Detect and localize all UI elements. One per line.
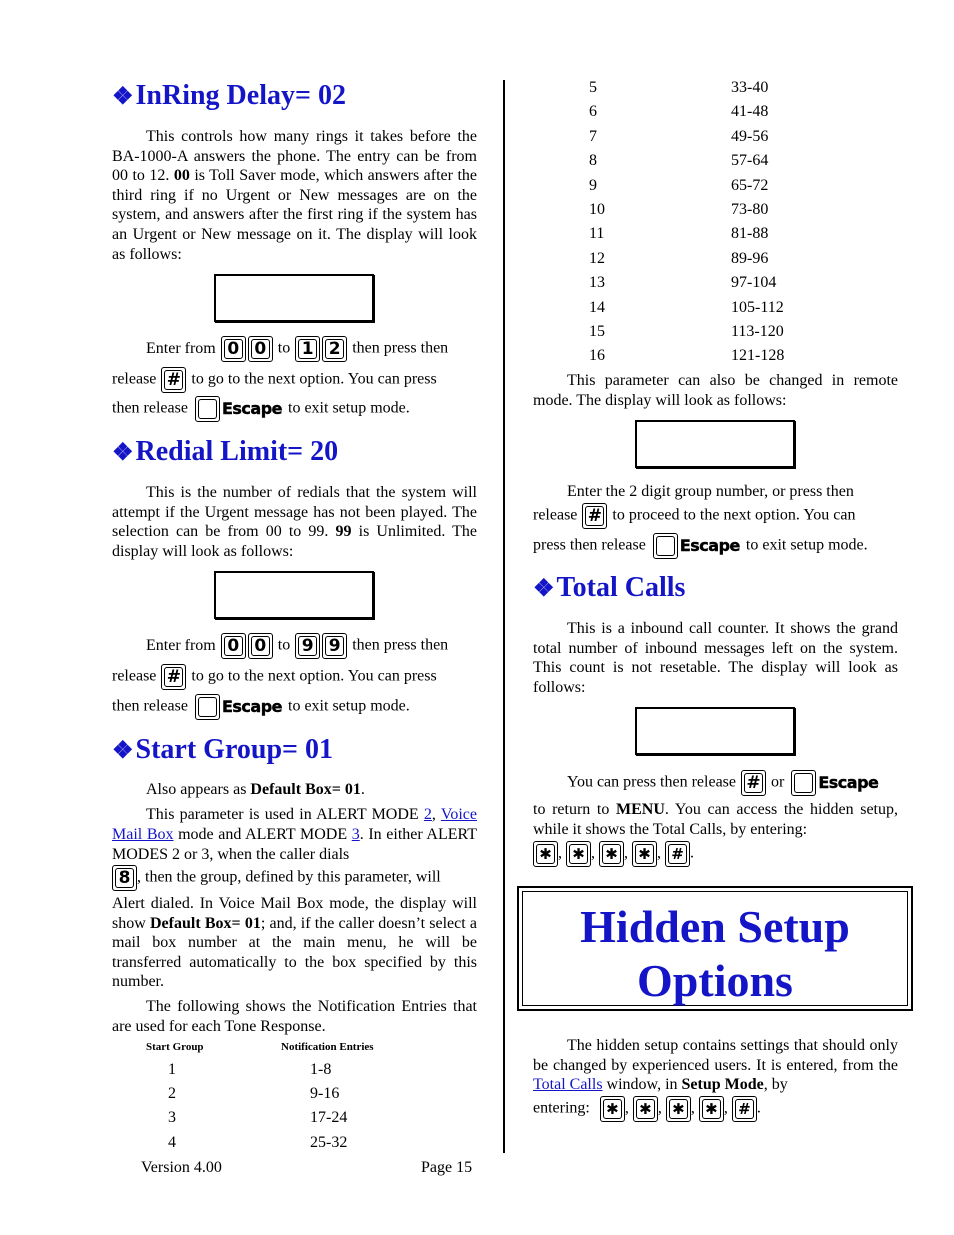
inring-display-box [214, 274, 374, 322]
redial-heading [112, 436, 338, 469]
key-2-icon: 2 [322, 336, 347, 362]
star-key-icon: ✱ [632, 841, 657, 867]
key-9-icon: 9 [295, 633, 320, 659]
entries-cell: 57-64 [731, 152, 769, 170]
inring-bold: 00 [173, 167, 190, 185]
proceed-line [533, 503, 855, 529]
redial-display-box [214, 571, 374, 619]
entering-label: entering: [533, 1099, 590, 1117]
p1-text-b: , [431, 806, 441, 823]
hidden-text-a: The hidden setup contains settings that should only be changed by experienced users. It is entered, from the [533, 1037, 898, 1074]
entries-cell: 121-128 [731, 347, 785, 365]
entries-cell: 105-112 [731, 298, 784, 316]
key-8-icon: 8 [112, 865, 137, 891]
entries-cell: 49-56 [731, 127, 769, 145]
star-key-icon: ✱ [699, 1096, 724, 1122]
p1-text-e: , then the group, defined by this parameter, will [137, 868, 441, 886]
inring-text-a: This controls how many rings it takes before the BA-1000-A answers the phone. The entry can be from 00 to 12. [112, 128, 477, 185]
star-key-icon: ✱ [600, 1096, 625, 1122]
also-bold: Default Box= 01 [250, 781, 361, 798]
setup-mode-bold: Setup Mode [681, 1076, 764, 1094]
diamond-icon: ❖ [112, 738, 134, 764]
p1-text-d: . In either ALERT MODES 2 or 3, when the caller dials [112, 826, 477, 863]
hidden-text-b: window, in [602, 1076, 682, 1094]
col-start-group-header: Start Group [146, 1041, 204, 1053]
or-label: or [771, 773, 785, 791]
star-key-icon: ✱ [633, 1096, 658, 1122]
proceed-label: to proceed to the next option. You can [612, 506, 856, 524]
inring-heading [112, 80, 346, 113]
hidden-text-c: , by [763, 1076, 788, 1094]
star-key-icon: ✱ [599, 841, 624, 867]
p1-text-a: This parameter is used in ALERT MODE [146, 806, 424, 823]
enter-from-label: Enter from [146, 339, 216, 357]
menu-bold: MENU [616, 801, 665, 818]
redial-enter-line [112, 633, 477, 659]
redial-bold: 99 [335, 523, 352, 541]
key-8-line [112, 865, 441, 891]
escape-key-icon: Escape [194, 396, 282, 422]
total-calls-title: Total Calls [556, 572, 686, 603]
also-text: Also appears as [146, 781, 251, 798]
group-cell: 3 [168, 1109, 176, 1126]
redial-release-line [112, 664, 437, 690]
hidden-setup-para [533, 1036, 898, 1095]
remote-para: This parameter can also be changed in remote mode. The display will look as follows: [533, 372, 898, 409]
group-cell: 5 [589, 79, 597, 96]
entries-cell: 9-16 [310, 1085, 340, 1102]
column-divider [503, 80, 505, 1153]
escape-key-icon: Escape [652, 533, 740, 559]
hidden-sequence: entering: ✱ , ✱ , ✱ , ✱ , # . [533, 1096, 761, 1122]
star-key-icon: ✱ [566, 841, 591, 867]
diamond-icon: ❖ [112, 440, 134, 466]
exit-label: to exit setup mode. [288, 399, 410, 417]
escape-key-icon: Escape [194, 694, 282, 720]
redial-escape-line [112, 694, 410, 720]
group-cell: 15 [589, 323, 605, 340]
group-cell: 10 [589, 201, 605, 218]
inring-title: InRing Delay= 02 [135, 80, 346, 111]
entries-cell: 1-8 [310, 1061, 332, 1078]
then-press-label: then press then [352, 339, 449, 357]
then-release-label: then release [112, 399, 188, 417]
entries-cell: 41-48 [731, 103, 769, 121]
group-cell: 14 [589, 298, 605, 316]
group-cell: 7 [589, 127, 597, 145]
key-9-icon: 9 [322, 633, 347, 659]
redial-text-a: This is the number of redials that the system will attempt if the Urgent message has not been played. The selection can be from 00 to 99. [112, 484, 477, 541]
hash-key-icon: # [741, 770, 766, 796]
then-press-label: then press then [352, 636, 449, 654]
start-group-para-2 [112, 894, 477, 992]
footer-version: Version 4.00 [141, 1159, 222, 1176]
to-label: to [277, 636, 291, 654]
inring-text-b: is Toll Saver mode, which answers after the third ring if no Urgent or New messages are on the system, and answers after the first ring if the system has an Urgent or New message on it. The display will look as follows: [112, 167, 477, 263]
escape-key-icon: Escape [790, 770, 878, 796]
total-calls-press-line [567, 770, 880, 796]
group-cell: 16 [589, 347, 605, 365]
group-cell: 12 [589, 249, 605, 267]
inring-description [112, 127, 477, 264]
banner-title [519, 900, 911, 1008]
exit-label: to exit setup mode. [288, 697, 410, 715]
inring-enter-line [112, 336, 477, 362]
p2-text-a: Alert dialed. In Voice Mail Box mode, the display will show [112, 895, 477, 932]
group-cell: 4 [168, 1134, 176, 1151]
start-group-heading [112, 734, 333, 767]
start-group-title: Start Group= 01 [135, 734, 333, 765]
group-cell: 2 [168, 1085, 176, 1102]
entries-cell: 73-80 [731, 201, 769, 218]
hash-key-icon: # [161, 367, 186, 393]
start-group-para-1 [112, 805, 477, 865]
return-text-a: to return to [533, 801, 616, 818]
voice-mail-box-link[interactable]: Voice Mail Box [112, 806, 477, 843]
hash-key-icon: # [582, 503, 607, 529]
go-next-label: to go to the next option. You can press [191, 370, 437, 388]
exit-label: to exit setup mode. [745, 536, 868, 554]
you-can-label: You can press then release [567, 773, 736, 791]
alert-mode-3-link[interactable]: 3 [351, 826, 360, 843]
inring-escape-line [112, 396, 410, 422]
also-appears-line [146, 780, 365, 800]
press-release-label: press then release [533, 536, 646, 554]
total-calls-return-para [533, 800, 898, 839]
star-key-icon: ✱ [666, 1096, 691, 1122]
remote-display-box [635, 420, 795, 468]
key-0-icon: 0 [248, 336, 273, 362]
entries-cell: 65-72 [731, 176, 769, 194]
group-cell: 9 [589, 176, 597, 194]
banner-line-1: Hidden Setup [580, 901, 850, 952]
group-cell: 13 [589, 274, 605, 292]
key-0-icon: 0 [248, 633, 273, 659]
star-key-icon: ✱ [533, 841, 558, 867]
also-end: . [360, 781, 365, 798]
group-cell: 1 [168, 1061, 176, 1078]
entries-cell: 97-104 [731, 274, 777, 292]
hidden-setup-banner [517, 886, 913, 1011]
group-cell: 6 [589, 103, 597, 121]
then-release-label: then release [112, 697, 188, 715]
release-label: release [112, 667, 157, 685]
key-0-icon: 0 [221, 336, 246, 362]
total-calls-display-box [635, 707, 795, 755]
diamond-icon: ❖ [533, 576, 555, 602]
col-notification-header: Notification Entries [281, 1041, 374, 1053]
footer-page: Page 15 [421, 1159, 473, 1176]
start-group-para-3: The following shows the Notification Entries that are used for each Tone Response. [112, 998, 477, 1035]
total-calls-heading [533, 572, 685, 605]
diamond-icon: ❖ [112, 84, 134, 110]
total-calls-sequence: ✱ , ✱ , ✱ , ✱ , # . [533, 841, 694, 867]
enter-group-line: Enter the 2 digit group number, or press then [567, 483, 854, 500]
release-label: release [112, 370, 157, 388]
right-escape-line [533, 533, 868, 559]
redial-description [112, 483, 477, 561]
entries-cell: 33-40 [731, 79, 769, 96]
group-cell: 11 [589, 225, 605, 243]
banner-line-2: Options [637, 955, 793, 1006]
entries-cell: 81-88 [731, 225, 769, 243]
p1-text-c: mode and ALERT MODE [173, 826, 352, 843]
hash-key-icon: # [161, 664, 186, 690]
hash-key-icon: # [665, 841, 690, 867]
group-cell: 8 [589, 152, 597, 170]
p2-bold: Default Box= 01 [149, 914, 261, 932]
entries-cell: 17-24 [310, 1109, 348, 1126]
enter-from-label: Enter from [146, 636, 216, 654]
inring-release-line [112, 367, 437, 393]
entries-cell: 89-96 [731, 249, 769, 267]
entries-cell: 113-120 [731, 323, 784, 340]
p2-text-b: ; and, if the caller doesn’t select a mail box number at the main menu, he will be transferred automatically to the box specified by this number. [112, 914, 477, 991]
key-1-icon: 1 [295, 336, 320, 362]
to-label: to [277, 339, 291, 357]
key-0-icon: 0 [221, 633, 246, 659]
hash-key-icon: # [732, 1096, 757, 1122]
entries-cell: 25-32 [310, 1134, 348, 1151]
go-next-label: to go to the next option. You can press [191, 667, 437, 685]
alert-mode-2-link[interactable]: 2 [423, 806, 432, 823]
redial-text-b: is Unlimited. The display will look as follows: [112, 523, 478, 560]
total-calls-link[interactable]: Total Calls [533, 1076, 603, 1094]
total-calls-para: This is a inbound call counter. It shows the grand total number of inbound messages left on the system. This count is not resetable. The display will look as follows: [533, 620, 898, 696]
return-text-b: . You can access the hidden setup, while it shows the Total Calls, by entering: [533, 801, 898, 838]
redial-title: Redial Limit= 20 [135, 436, 339, 467]
release-label: release [533, 506, 578, 524]
